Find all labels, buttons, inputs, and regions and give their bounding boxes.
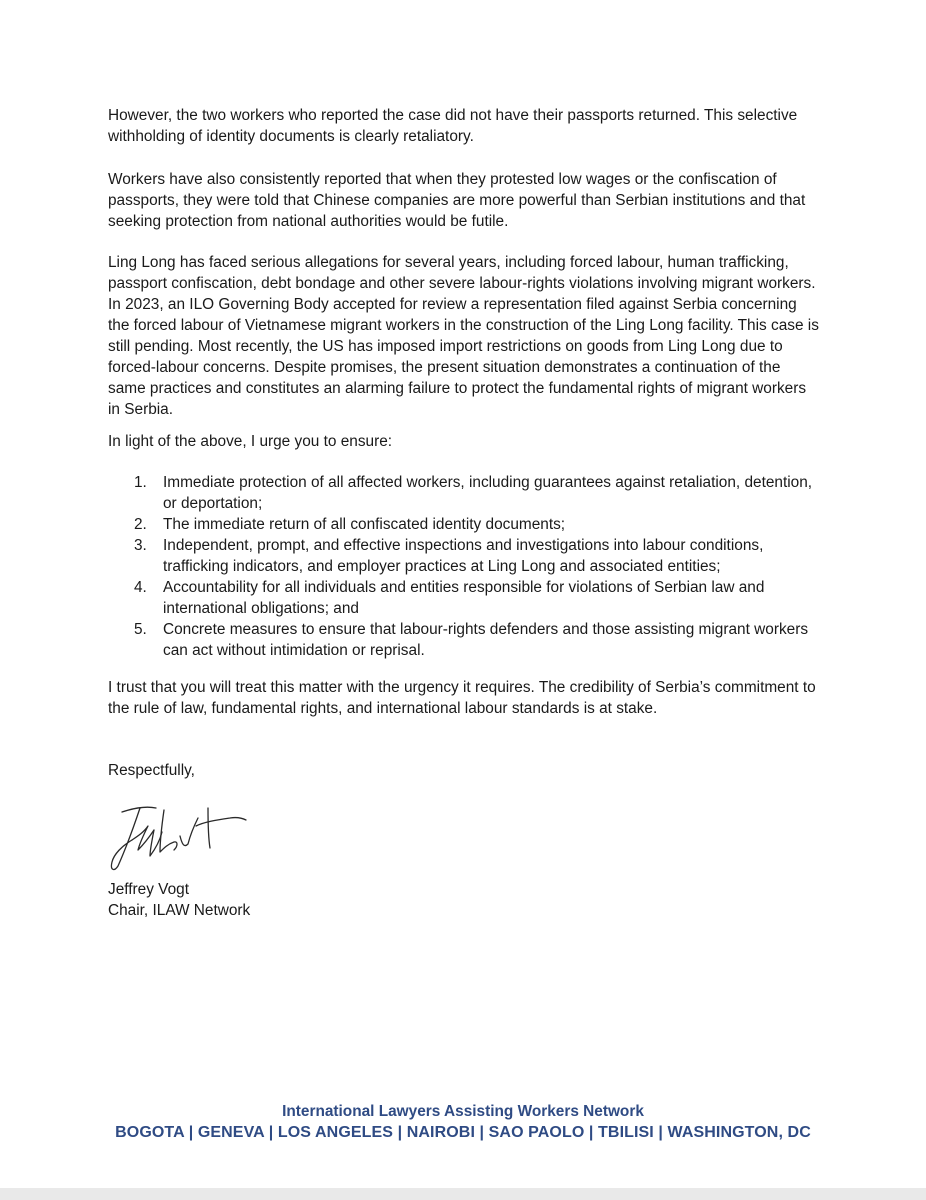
list-number: 5. (134, 621, 147, 638)
list-number: 1. (134, 474, 147, 491)
paragraph-urgency (108, 677, 820, 719)
signer-title: Chair, ILAW Network (108, 902, 251, 919)
list-item (108, 472, 820, 514)
paragraph-text: I trust that you will treat this matter with the urgency it requires. The credibility of Serbia’s commitment to the rule of law, fundamental rights, and international labour standards is at stake. (108, 679, 816, 717)
list-text: Concrete measures to ensure that labour-rights defenders and those assisting migrant workers can act without intimidation or reprisal. (163, 621, 809, 659)
list-text: The immediate return of all confiscated identity documents; (163, 516, 566, 533)
page-bottom-edge (0, 1188, 926, 1200)
signer-name: Jeffrey Vogt (108, 881, 189, 898)
paragraph-text: Workers have also consistently reported that when they protested low wages or the confiscation of passports, they were told that Chinese companies are more powerful than Serbian institutions and that seeking protection from national authorities would be futile. (108, 171, 806, 230)
list-text: Independent, prompt, and effective inspections and investigations into labour conditions, trafficking indicators, and employer practices at Ling Long and associated entities; (163, 537, 764, 575)
list-item (108, 577, 820, 619)
list-item (108, 619, 820, 661)
paragraph-urge (108, 431, 820, 452)
paragraph-allegations (108, 252, 820, 420)
recommendations-list (108, 472, 820, 661)
paragraph-text: In light of the above, I urge you to ensure: (108, 433, 393, 450)
paragraph-text: However, the two workers who reported the case did not have their passports returned. This selective withholding of identity documents is clearly retaliatory. (108, 107, 798, 145)
list-number: 2. (134, 516, 147, 533)
paragraph-worker-reports (108, 169, 820, 232)
list-text: Immediate protection of all affected workers, including guarantees against retaliation, detention, or deportation; (163, 474, 813, 512)
closing-text: Respectfully, (108, 762, 195, 779)
list-number: 4. (134, 579, 147, 596)
footer-organization: International Lawyers Assisting Workers Network (282, 1103, 644, 1120)
footer-cities: BOGOTA | GENEVA | LOS ANGELES | NAIROBI | SAO PAOLO | TBILISI | WASHINGTON, DC (115, 1124, 811, 1141)
paragraph-retaliation (108, 105, 820, 147)
list-text: Accountability for all individuals and entities responsible for violations of Serbian law and international obligations; and (163, 579, 765, 617)
closing-salutation (108, 760, 820, 781)
list-item (108, 535, 820, 577)
paragraph-text: Ling Long has faced serious allegations for several years, including forced labour, human trafficking, passport confiscation, debt bondage and other severe labour-rights violations involving migrant workers. In 2023, an ILO Governing Body accepted for review a representation filed against Serbia concerning the forced labour of Vietnamese migrant workers in the construction of the Ling Long facility. This case is still pending. Most recently, the US has imposed import restrictions on goods from Ling Long due to forced-labour concerns. Despite promises, the present situation demonstrates a continuation of the same practices and constitutes an alarming failure to protect the fundamental rights of migrant workers in Serbia. (108, 254, 819, 418)
signer-block (108, 879, 250, 921)
list-item (108, 514, 820, 535)
signature-image (104, 796, 250, 876)
list-number: 3. (134, 537, 147, 554)
